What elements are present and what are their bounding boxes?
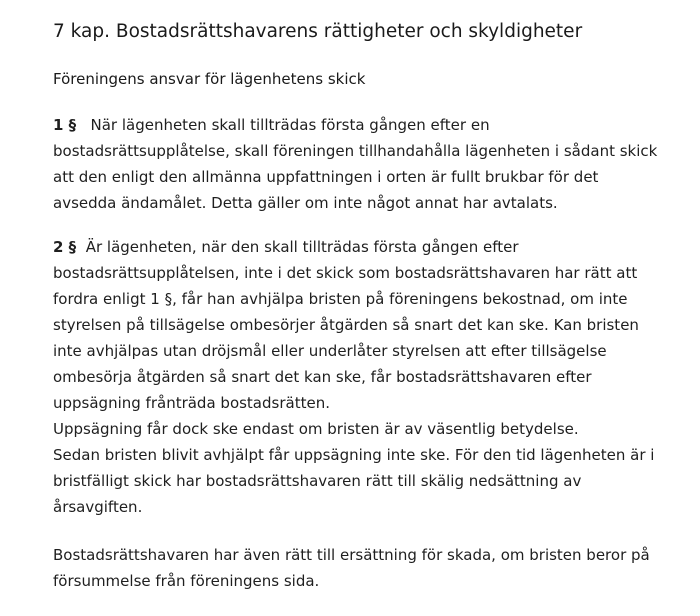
- line-text: Är lägenheten, när den skall tillträdas första gången efter: [85, 238, 519, 256]
- paragraph-line: uppsägning frånträda bostadsrätten.: [53, 394, 330, 412]
- paragraph-1: [53, 112, 657, 216]
- line-text: När lägenheten skall tillträdas första gången efter en: [90, 116, 490, 134]
- paragraph-line: inte avhjälpas utan dröjsmål eller underlåter styrelsen att efter tillsägelse: [53, 342, 607, 360]
- paragraph-line: ombesörja åtgärden så snart det kan ske, får bostadsrättshavaren efter: [53, 368, 592, 386]
- chapter-title: 7 kap. Bostadsrättshavarens rättigheter och skyldigheter: [53, 21, 583, 42]
- paragraph-line: [53, 112, 657, 138]
- paragraph-line: styrelsen på tillsägelse ombesörjer åtgärden så snart det kan ske. Kan bristen: [53, 316, 639, 334]
- section-number: 2 §: [53, 238, 77, 256]
- paragraph-line: Uppsägning får dock ske endast om bristen är av väsentlig betydelse.: [53, 420, 579, 438]
- paragraph-line: försummelse från föreningens sida.: [53, 572, 320, 590]
- paragraph-line: [53, 234, 654, 260]
- paragraph-line: Bostadsrättshavaren har även rätt till ersättning för skada, om bristen beror på: [53, 546, 650, 564]
- paragraph-line: att den enligt den allmänna uppfattningen i orten är fullt brukbar för det: [53, 168, 599, 186]
- paragraph-line: bristfälligt skick har bostadsrättshavaren rätt till skälig nedsättning av: [53, 472, 582, 490]
- paragraph-line: bostadsrättsupplåtelse, skall föreningen tillhandahålla lägenheten i sådant skick: [53, 142, 658, 160]
- section-heading: Föreningens ansvar för lägenhetens skick: [53, 70, 366, 88]
- paragraph-line: avsedda ändamålet. Detta gäller om inte något annat har avtalats.: [53, 194, 558, 212]
- section-number: 1 §: [53, 116, 77, 134]
- paragraph-line: årsavgiften.: [53, 498, 143, 516]
- paragraph-line: bostadsrättsupplåtelsen, inte i det skick som bostadsrättshavaren har rätt att: [53, 264, 638, 282]
- paragraph-line: Sedan bristen blivit avhjälpt får uppsägning inte ske. För den tid lägenheten är i: [53, 446, 655, 464]
- paragraph-2: [53, 234, 654, 520]
- paragraph-line: fordra enligt 1 §, får han avhjälpa bristen på föreningens bekostnad, om inte: [53, 290, 628, 308]
- paragraph-3: [53, 542, 650, 594]
